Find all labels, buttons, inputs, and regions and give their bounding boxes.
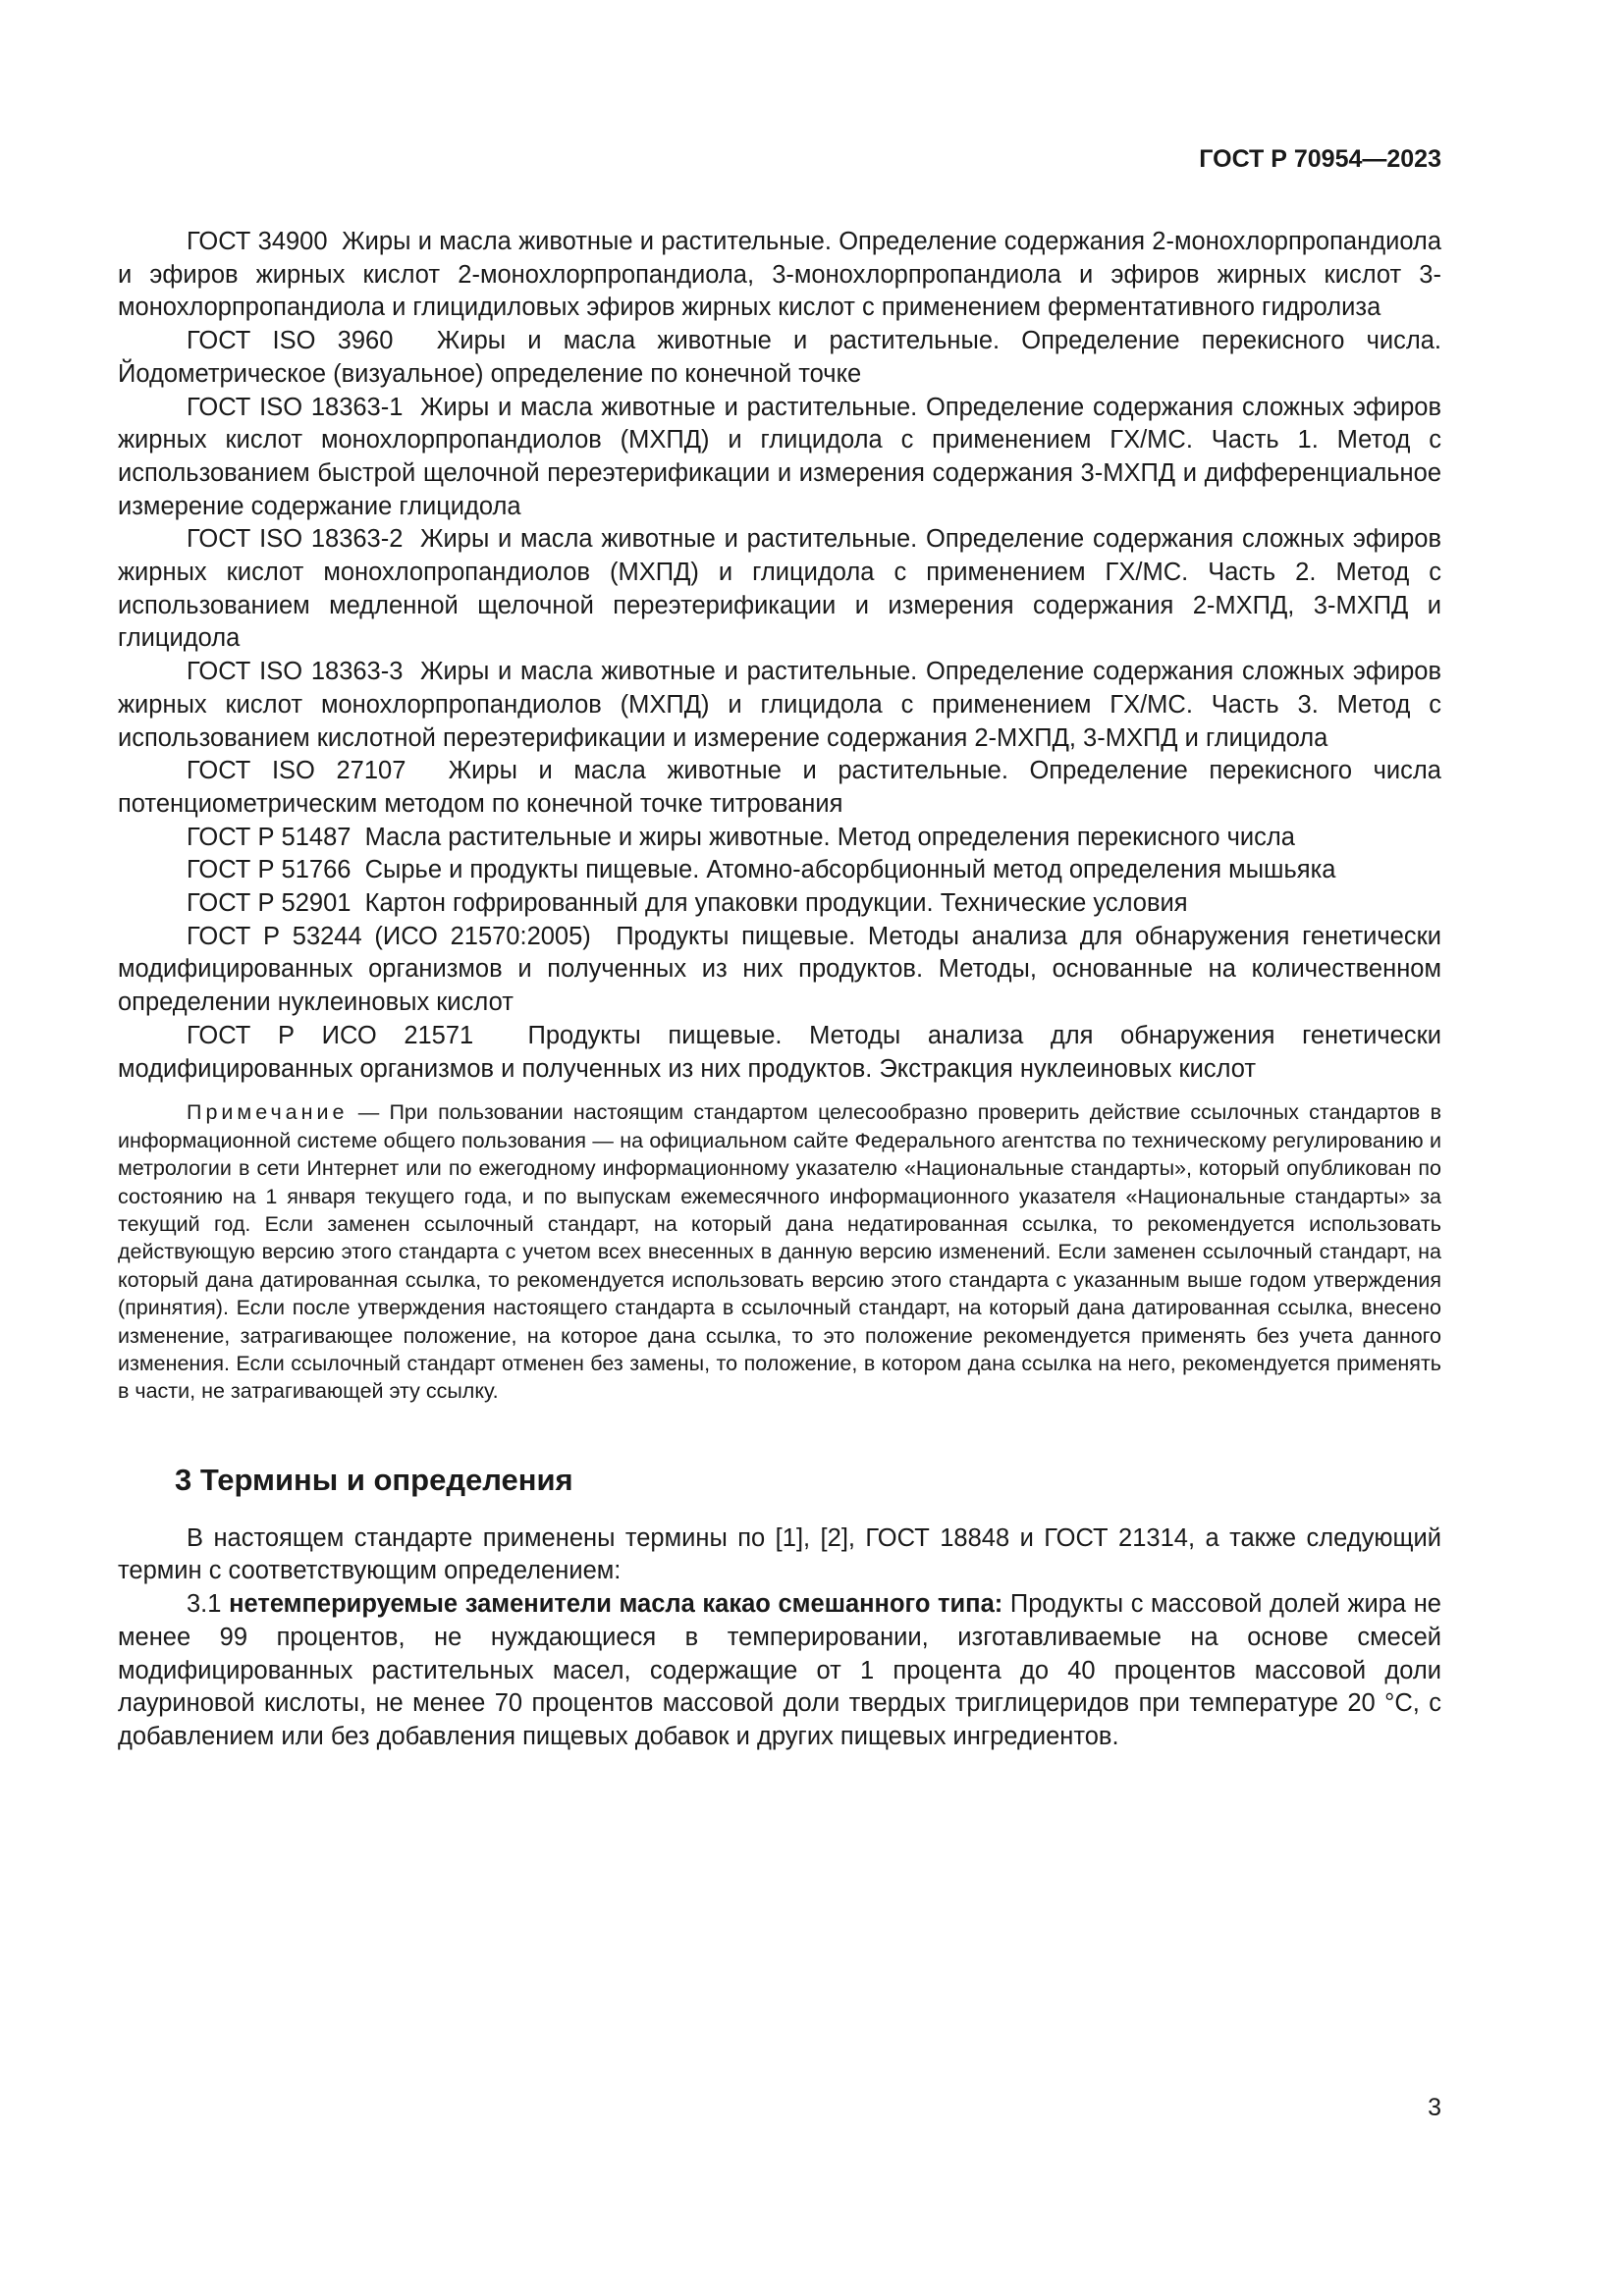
reference-item	[118, 887, 1441, 921]
reference-code: ГОСТ ISO 3960	[187, 327, 394, 355]
reference-code: ГОСТ Р 52901	[187, 889, 352, 918]
reference-item	[118, 523, 1441, 656]
reference-code: ГОСТ ISO 18363-2	[187, 525, 404, 554]
reference-code: ГОСТ ISO 27107	[187, 757, 406, 785]
reference-code: ГОСТ 34900	[187, 228, 328, 255]
reference-item	[118, 755, 1441, 821]
reference-code: ГОСТ Р 51766	[187, 856, 352, 884]
document-header: ГОСТ Р 70954—2023	[1199, 145, 1441, 173]
reference-code: ГОСТ Р ИСО 21571	[187, 1021, 474, 1049]
reference-title: Жиры и масла животные и растительные. Определение содержания 2-монохлорпропандиола и эфиров жирных кислот 2-монохлорпропандиола, 3-монохлорпропандиола и эфиров жирных кислот 3-монохлорпропандиола и глицидиловых эфиров жирных кислот с применением ферментативного гидролиза	[118, 228, 1441, 322]
reference-title: Жиры и масла животные и растительные. Определение содержания сложных эфиров жирных кислот монохлопропандиолов (МХПД) и глицидола с применением ГХ/МС. Часть 2. Метод с использованием медленной щелочной переэтерификации и измерения содержания 2-МХПД, 3-МХПД и глицидола	[118, 525, 1441, 653]
reference-item	[118, 656, 1441, 755]
reference-code: ГОСТ Р 51487	[187, 823, 352, 851]
reference-title: Картон гофрированный для упаковки продукции. Технические условия	[364, 889, 1188, 918]
term-number: 3.1	[187, 1590, 222, 1619]
reference-title: Сырье и продукты пищевые. Атомно-абсорбционный метод определения мышьяка	[364, 856, 1336, 884]
reference-title: Жиры и масла животные и растительные. Определение содержания сложных эфиров жирных кислот монохлорпропандиолов (МХПД) и глицидола с применением ГХ/МС. Часть 3. Метод с использованием кислотной переэтерификации и измерение содержания 2-МХПД, 3-МХПД и глицидола	[118, 658, 1441, 752]
page-content	[118, 226, 1441, 1754]
reference-title: Продукты пищевые. Методы анализа для обнаружения генетически модифицированных организмов и полученных из них продуктов. Методы, основанные на количественном определении нуклеиновых кислот	[118, 922, 1442, 1017]
reference-item	[118, 392, 1441, 524]
page-number: 3	[1428, 2094, 1441, 2121]
reference-item	[118, 854, 1441, 887]
reference-title: Жиры и масла животные и растительные. Определение перекисного числа потенциометрическим методом по конечной точке титрования	[118, 757, 1441, 818]
note-text: — При пользовании настоящим стандартом целесообразно проверить действие ссылочных стандартов в информационной системе общего пользования — на официальном сайте Федерального агентства по техническому регулированию и метрологии в сети Интернет или по ежегодному информационному указателю «Национальные стандарты», который опубликован по состоянию на 1 января текущего года, и по выпускам ежемесячного информационного указателя «Национальные стандарты» за текущий год. Если заменен ссылочный стандарт, на который дана недатированная ссылка, то рекомендуется использовать действующую версию этого стандарта с учетом всех внесенных в данную версию изменений. Если заменен ссылочный стандарт, на который дана датированная ссылка, то рекомендуется использовать версию этого стандарта с указанным выше годом утверждения (принятия). Если после утверждения настоящего стандарта в ссылочный стандарт, на который дана датированная ссылка, внесено изменение, затрагивающее положение, на которое дана ссылка, то это положение рекомендуется применять без учета данного изменения. Если ссылочный стандарт отменен без замены, то положение, в котором дана ссылка на него, рекомендуется применять в части, не затрагивающей эту ссылку.	[118, 1100, 1441, 1404]
reference-code: ГОСТ Р 53244 (ИСО 21570:2005)	[187, 922, 591, 950]
reference-item	[118, 921, 1441, 1020]
references-note	[118, 1098, 1441, 1405]
note-label: Примечание	[187, 1100, 349, 1125]
section-intro: В настоящем стандарте применены термины по [1], [2], ГОСТ 18848 и ГОСТ 21314, а также следующий термин с соответствующим определением:	[118, 1523, 1441, 1585]
reference-title: Жиры и масла животные и растительные. Определение перекисного числа. Йодометрическое (визуальное) определение по конечной точке	[118, 327, 1442, 388]
reference-item	[118, 226, 1441, 325]
reference-item	[118, 1020, 1441, 1086]
reference-item	[118, 325, 1441, 391]
reference-title: Жиры и масла животные и растительные. Определение содержания сложных эфиров жирных кислот монохлорпропандиолов (МХПД) и глицидола с применением ГХ/МС. Часть 1. Метод с использованием быстрой щелочной переэтерификации и измерения содержания 3-МХПД и дифференциальное измерение содержание глицидола	[118, 393, 1441, 520]
reference-title: Масла растительные и жиры животные. Метод определения перекисного числа	[364, 823, 1295, 851]
references-list	[118, 226, 1441, 1086]
reference-item	[118, 822, 1441, 855]
reference-code: ГОСТ ISO 18363-1	[187, 393, 404, 421]
section-title: 3 Термины и определения	[175, 1462, 573, 1497]
term-name: нетемперируемые заменители масла какао смешанного типа:	[229, 1590, 1003, 1619]
term-definition	[118, 1588, 1441, 1754]
term-text: Продукты с массовой долей жира не менее 99 процентов, не нуждающиеся в темперировании, изготавливаемые на основе смесей модифицированных растительных масел, содержащие от 1 процента до 40 процентов массовой доли лауриновой кислоты, не менее 70 процентов массовой доли твердых триглицеридов при температуре 20 °С, с добавлением или без добавления пищевых добавок и других пищевых ингредиентов.	[118, 1590, 1441, 1750]
reference-title: Продукты пищевые. Методы анализа для обнаружения генетически модифицированных организмов и полученных из них продуктов. Экстракция нуклеиновых кислот	[118, 1021, 1442, 1083]
reference-code: ГОСТ ISO 18363-3	[187, 658, 404, 686]
